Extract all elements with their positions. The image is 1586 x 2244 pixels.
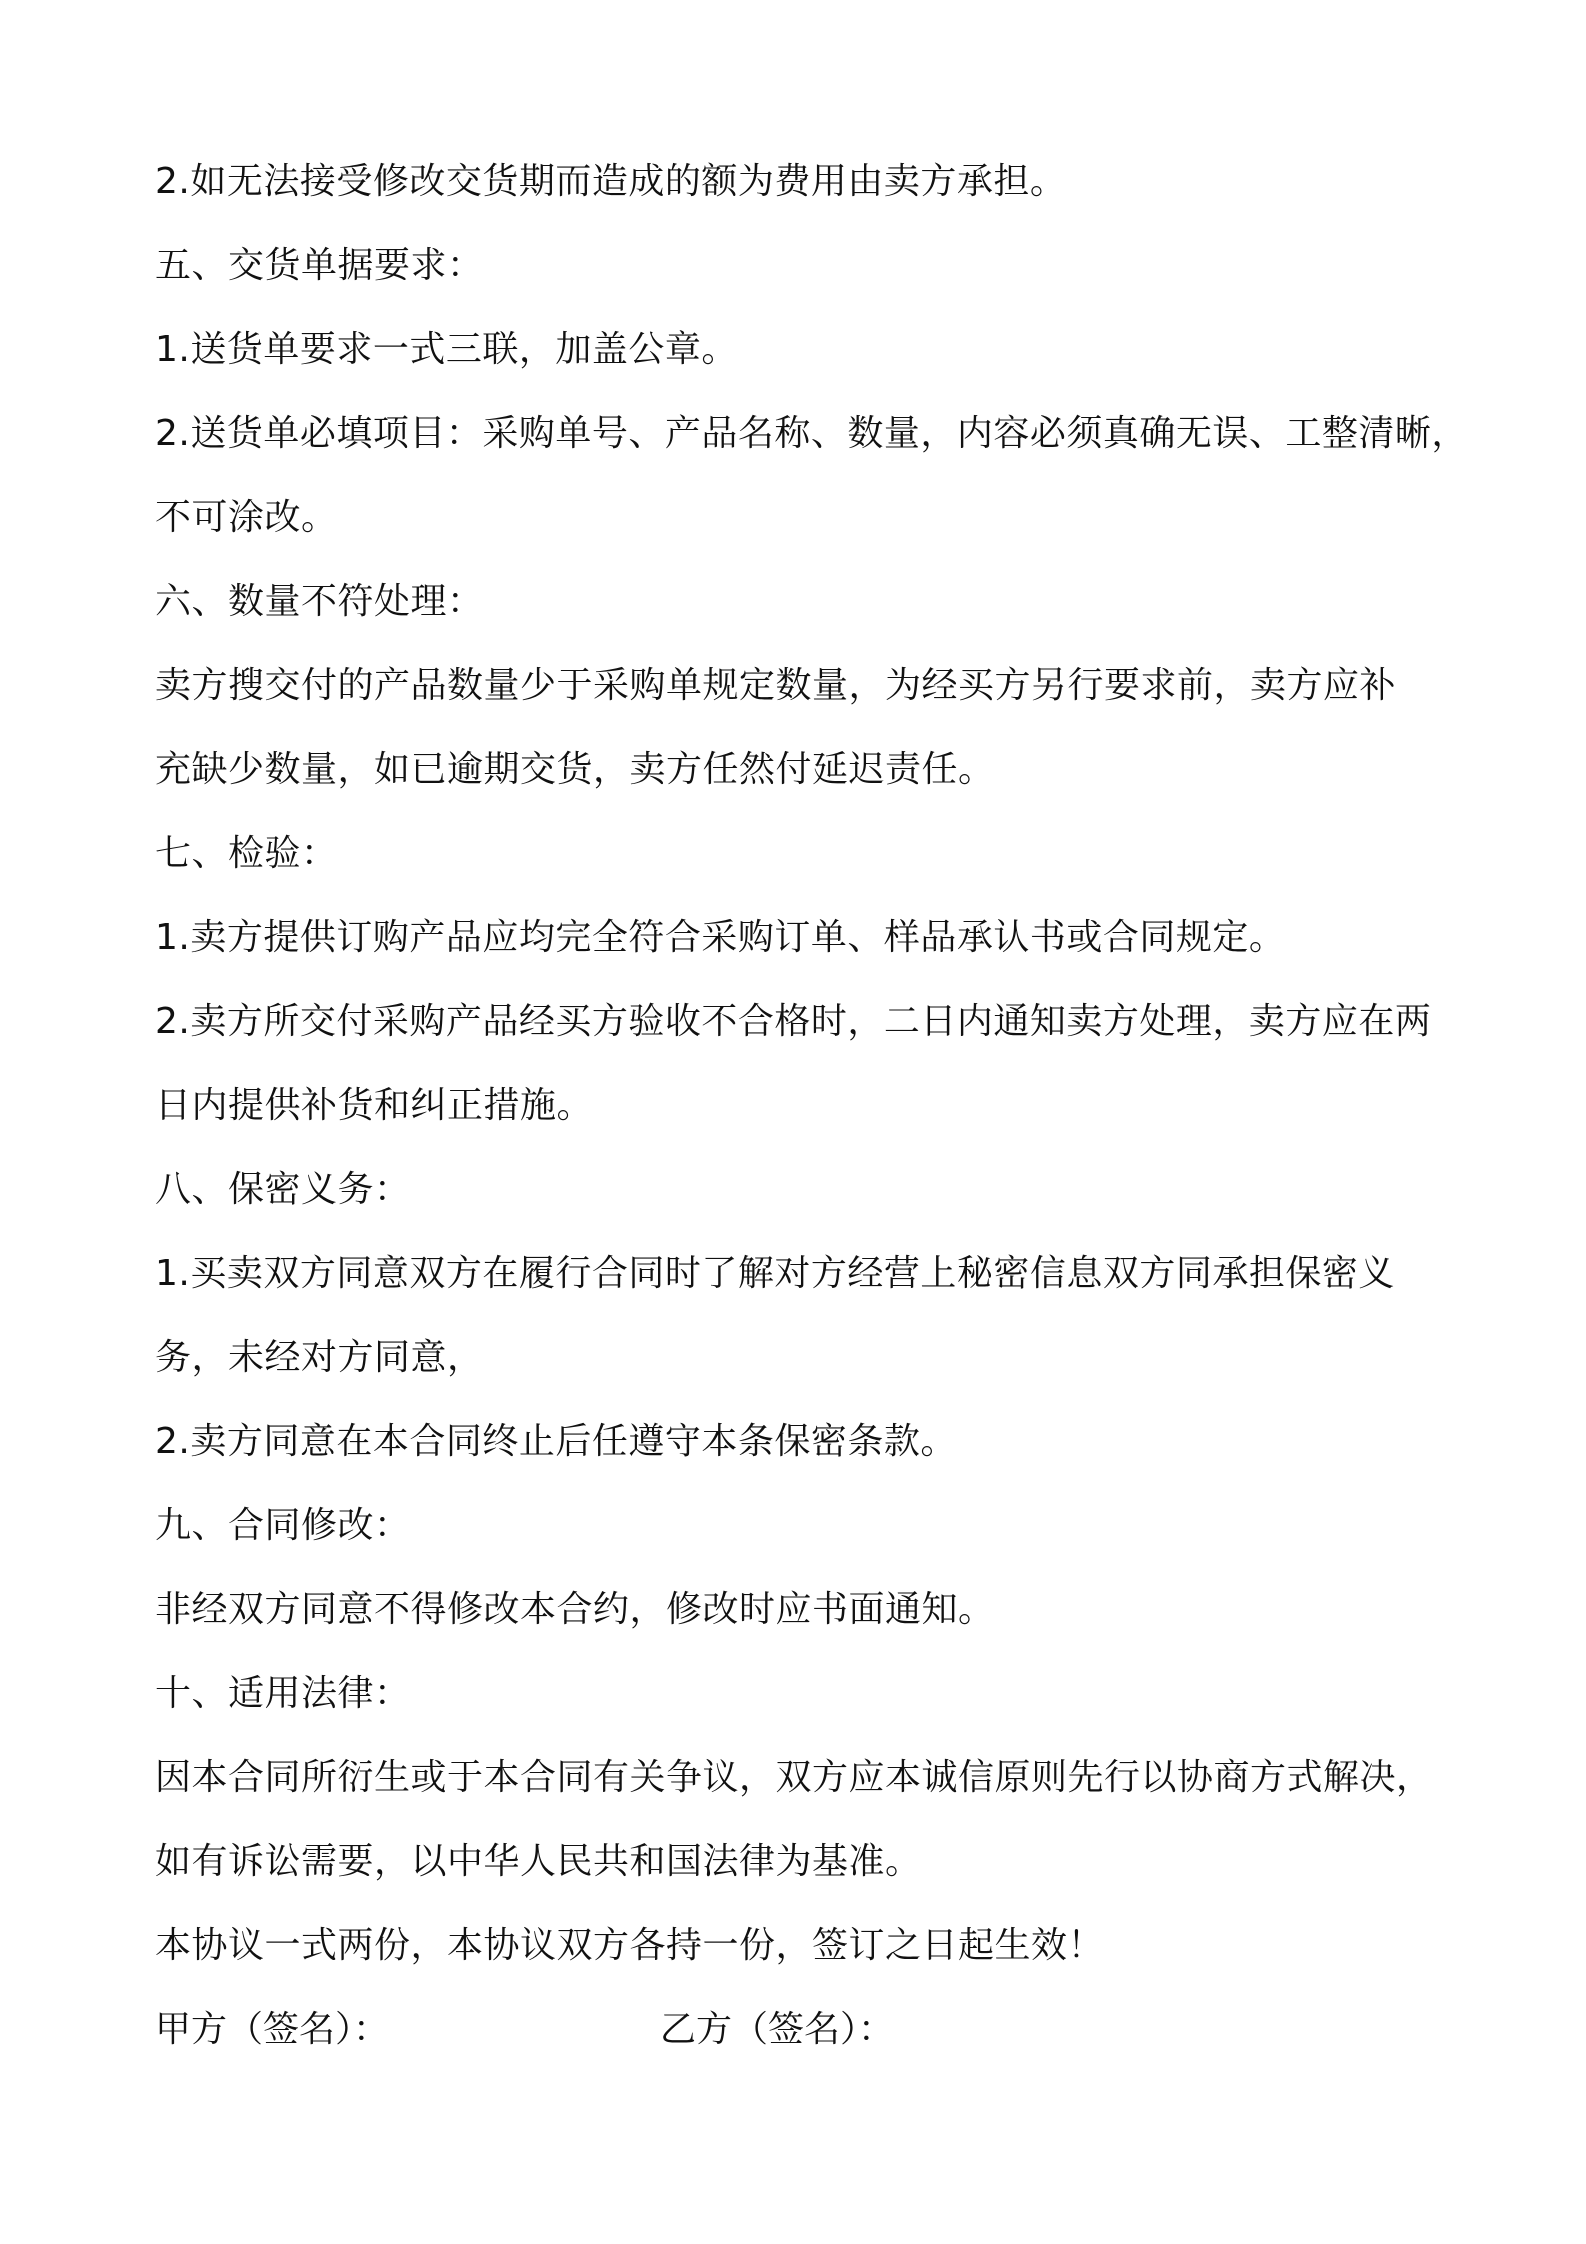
text-line-12: 日内提供补货和纠正措施。 (155, 1085, 594, 1126)
party-a-signature-label: 甲方（签名）： (155, 2009, 390, 2050)
section-heading-delivery-documents: 五、交货单据要求： (155, 245, 484, 286)
text-line-7: 卖方搜交付的产品数量少于采购单规定数量，为经买方另行要求前，卖方应补 (155, 665, 1397, 706)
document-body (155, 140, 1468, 2072)
section-heading-contract-modification: 九、合同修改： (155, 1505, 411, 1546)
text-line-22: 本协议一式两份，本协议双方各持一份，签订之日起生效！ (155, 1925, 1105, 1966)
text-line-15: 务，未经对方同意， (155, 1337, 484, 1378)
section-heading-applicable-law: 十、适用法律： (155, 1673, 411, 1714)
text-line-3: 1.送货单要求一式三联，加盖公章。 (155, 329, 738, 370)
section-heading-inspection: 七、检验： (155, 833, 338, 874)
text-line-20: 因本合同所衍生或于本合同有关争议，双方应本诚信原则先行以协商方式解决， (155, 1757, 1433, 1798)
party-b-signature-label: 乙方（签名）： (660, 2009, 895, 2050)
text-line-16: 2.卖方同意在本合同终止后任遵守本条保密条款。 (155, 1421, 957, 1462)
signature-row (155, 1988, 1455, 2072)
text-line-8: 充缺少数量，如已逾期交货，卖方任然付延迟责任。 (155, 749, 995, 790)
section-heading-confidentiality: 八、保密义务： (155, 1169, 411, 1210)
text-line-11: 2.卖方所交付采购产品经买方验收不合格时，二日内通知卖方处理，卖方应在两 (155, 1001, 1432, 1042)
section-heading-quantity-mismatch: 六、数量不符处理： (155, 581, 484, 622)
text-line-10: 1.卖方提供订购产品应均完全符合采购订单、样品承认书或合同规定。 (155, 917, 1286, 958)
text-line-18: 非经双方同意不得修改本合约，修改时应书面通知。 (155, 1589, 995, 1630)
text-line-4: 2.送货单必填项目：采购单号、产品名称、数量，内容必须真确无误、工整清晰， (155, 413, 1468, 454)
text-line-14: 1.买卖双方同意双方在履行合同时了解对方经营上秘密信息双方同承担保密义 (155, 1253, 1395, 1294)
text-line-1: 2.如无法接受修改交货期而造成的额为费用由卖方承担。 (155, 161, 1067, 202)
text-line-5: 不可涂改。 (155, 497, 338, 538)
text-line-21: 如有诉讼需要，以中华人民共和国法律为基准。 (155, 1841, 922, 1882)
